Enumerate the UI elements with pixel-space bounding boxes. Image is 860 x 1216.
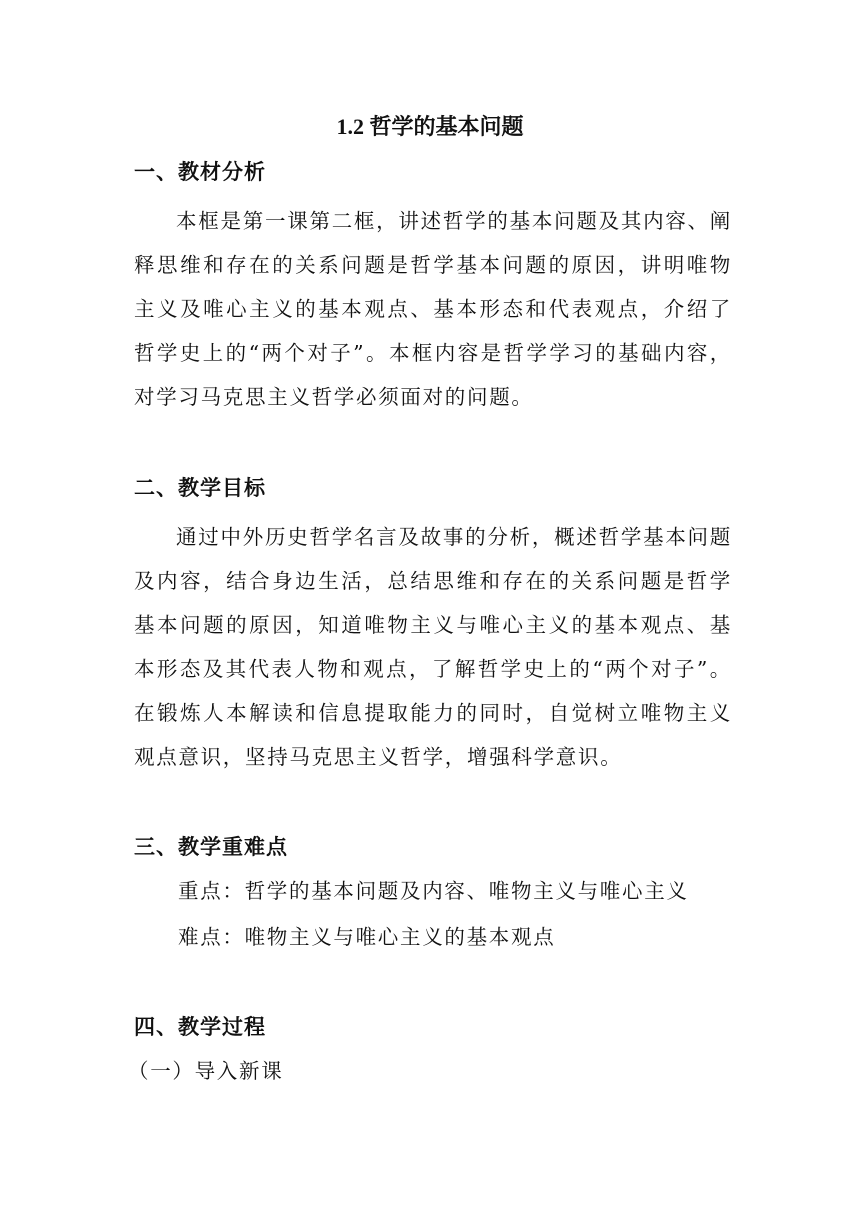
difficulty-line: 难点：唯物主义与唯心主义的基本观点 <box>178 925 556 949</box>
section-heading-teaching-process: 四、教学过程 <box>134 1014 266 1039</box>
section-heading-textbook-analysis: 一、教材分析 <box>134 159 266 184</box>
key-point-line: 重点：哲学的基本问题及内容、唯物主义与唯心主义 <box>178 879 689 903</box>
subsection-heading-intro: （一）导入新课 <box>128 1059 284 1083</box>
document-title: 1.2 哲学的基本问题 <box>336 114 524 139</box>
section-heading-teaching-goals: 二、教学目标 <box>134 475 266 500</box>
section-heading-key-difficulties: 三、教学重难点 <box>134 834 288 859</box>
section-body-teaching-goals: 通过中外历史哲学名言及故事的分析，概述哲学基本问题及内容，结合身边生活，总结思维和存在的关系问题是哲学基本问题的原因，知道唯物主义与唯心主义的基本观点、基本形态及其代表人物和观点，了解哲学史上的“两个对子”。在锻炼人本解读和信息提取能力的同时，自觉树立唯物主义观点意识，坚持马克思主义哲学，增强科学意识。 <box>134 525 732 769</box>
section-body-textbook-analysis: 本框是第一课第二框，讲述哲学的基本问题及其内容、阐释思维和存在的关系问题是哲学基本问题的原因，讲明唯物主义及唯心主义的基本观点、基本形态和代表观点，介绍了哲学史上的“两个对子”。本框内容是哲学学习的基础内容，对学习马克思主义哲学必须面对的问题。 <box>134 209 732 409</box>
